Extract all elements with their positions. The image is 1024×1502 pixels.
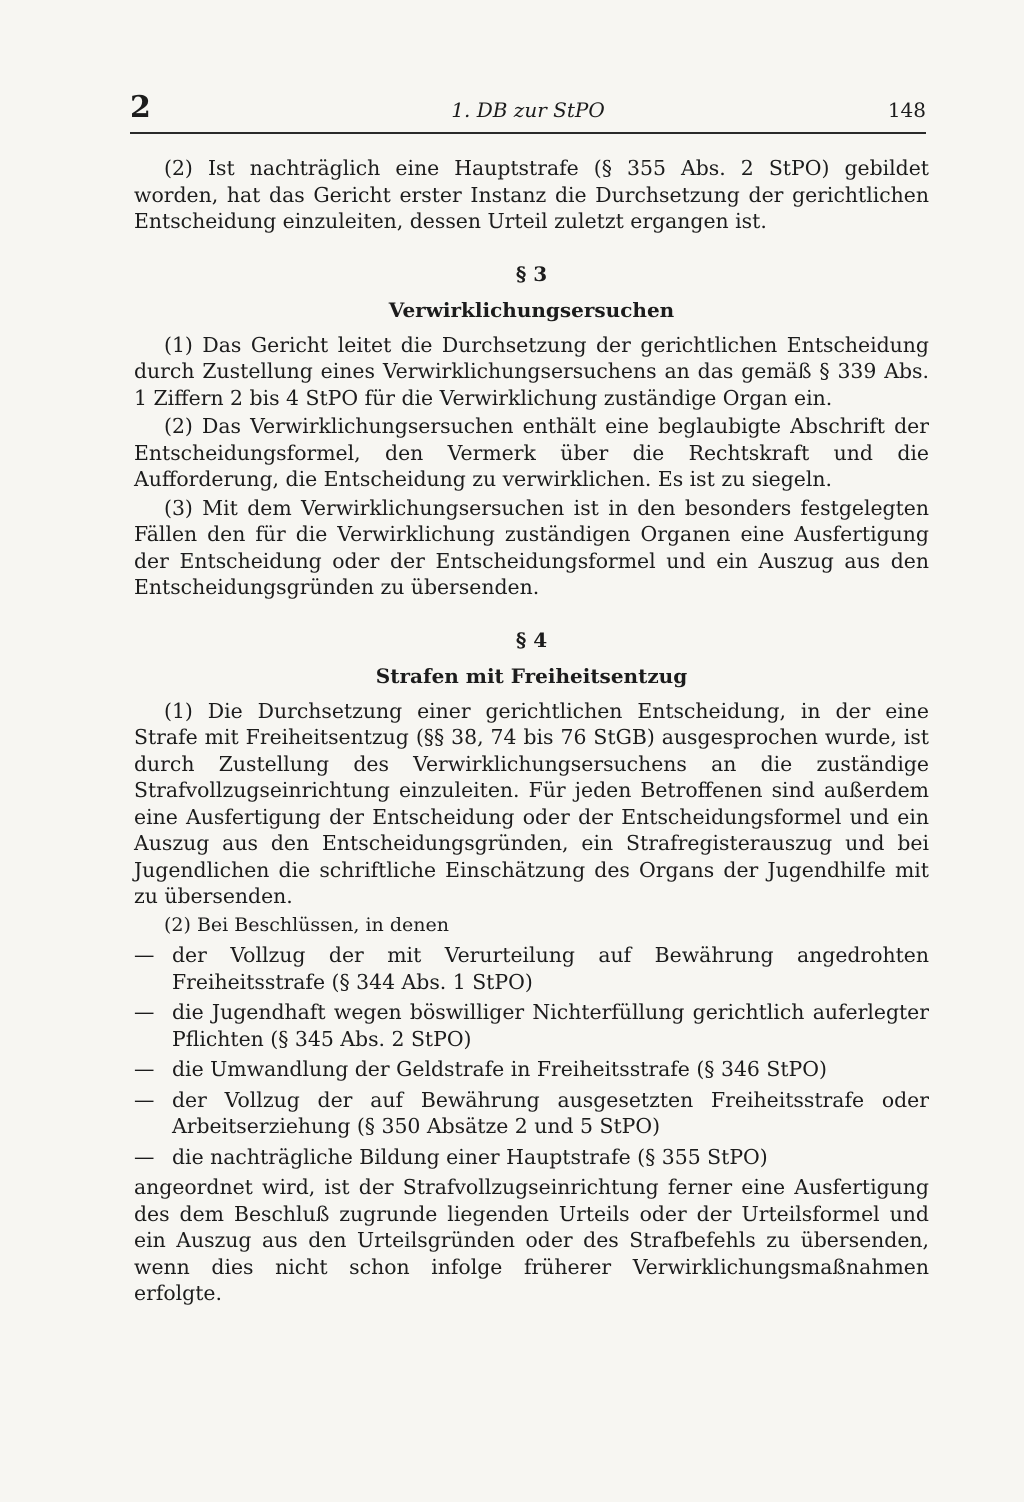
list-item bbox=[134, 999, 929, 1052]
section-4-paragraph-1: (1) Die Durchsetzung einer gerichtlichen Entscheidung, in der eine Strafe mit Freiheitsentzug (§§ 38, 74 bis 76 StGB) ausgesprochen wurde, ist durch Zustellung des Verwirklichungsersuchens an die zuständige Strafvollzugseinrichtung einzuleiten. Für jeden Betroffenen sind außerdem eine Ausfertigung der Entscheidung oder der Entscheidungsformel und ein Auszug aus den Entscheidungsgründen, ein Strafregisterauszug und bei Jugendlichen die schriftliche Einschätzung des Organs der Jugendhilfe mit zu übersenden. bbox=[134, 698, 929, 908]
dash-mark: — bbox=[134, 1087, 155, 1112]
section-3-heading: Verwirklichungsersuchen bbox=[388, 298, 675, 322]
page-body bbox=[134, 155, 929, 1307]
section-3-paragraph-2: (2) Das Verwirklichungsersuchen enthält eine beglaubigte Abschrift der Entscheidungsformel, den Vermerk über die Rechtskraft und die Aufforderung, die Entscheidung zu verwirklichen. Es ist zu siegeln. bbox=[134, 414, 929, 491]
section-3-paragraph-1: (1) Das Gericht leitet die Durchsetzung der gerichtlichen Entscheidung durch Zustellung eines Verwirklichungsersuchens an das gemäß § 339 Abs. 1 Ziffern 2 bis 4 StPO für die Verwirklichung zuständige Organ ein. bbox=[134, 332, 929, 410]
list-item-text: die Umwandlung der Geldstrafe in Freiheitsstrafe (§ 346 StPO) bbox=[172, 1057, 827, 1081]
section-4-heading: Strafen mit Freiheitsentzug bbox=[375, 664, 688, 688]
list-item-text: der Vollzug der auf Bewährung ausgesetzten Freiheitsstrafe oder Arbeitserziehung (§ 350 Absätze 2 und 5 StPO) bbox=[172, 1087, 929, 1138]
section-3-paragraph-3: (3) Mit dem Verwirklichungsersuchen ist in den besonders festgelegten Fällen den für die Verwirklichung zuständigen Organen eine Ausfertigung der Entscheidung oder der Entscheidungsformel und ein Auszug aus den Entscheidungsgründen zu übersenden. bbox=[134, 495, 929, 599]
section-4-number: § 4 bbox=[515, 627, 548, 652]
running-title: 1. DB zur StPO bbox=[451, 98, 605, 122]
dash-mark: — bbox=[134, 1000, 155, 1024]
list-item-text: die nachträgliche Bildung einer Hauptstrafe (§ 355 StPO) bbox=[172, 1144, 768, 1169]
dash-mark: — bbox=[134, 943, 155, 967]
list-item bbox=[134, 1144, 929, 1171]
list-item bbox=[134, 1056, 929, 1083]
paragraph-2-3: (2) Ist nachträglich eine Hauptstrafe (§ 355 Abs. 2 StPO) gebildet worden, hat das Gericht erster Instanz die Durchsetzung der gerichtlichen Entscheidung einzuleiten, dessen Urteil zuletzt ergangen ist. bbox=[134, 156, 929, 233]
dash-mark: — bbox=[134, 1144, 155, 1169]
chapter-number: 2 bbox=[130, 90, 151, 125]
section-3-number: § 3 bbox=[515, 261, 548, 286]
list-item bbox=[134, 1087, 929, 1140]
dash-mark: — bbox=[134, 1057, 155, 1081]
section-4-paragraph-2-end: angeordnet wird, ist der Strafvollzugseinrichtung ferner eine Ausfertigung des dem Beschluß zugrunde liegenden Urteils oder der Urteilsformel und ein Auszug aus den Urteilsgründen oder des Strafbefehls zu übersenden, wenn dies nicht schon infolge früherer Verwirklichungsmaßnahmen erfolgte. bbox=[134, 1175, 929, 1305]
section-4-paragraph-2-intro: (2) Bei Beschlüssen, in denen bbox=[164, 913, 449, 936]
dash-list bbox=[134, 942, 929, 1170]
page-header bbox=[130, 92, 926, 134]
list-item-text: der Vollzug der mit Verurteilung auf Bewährung angedrohten Freiheitsstrafe (§ 344 Abs. 1 StPO) bbox=[172, 943, 929, 994]
list-item bbox=[134, 942, 929, 995]
page-number: 148 bbox=[887, 98, 926, 122]
list-item-text: die Jugendhaft wegen böswilliger Nichterfüllung gerichtlich auferlegter Pflichten (§ 345 Abs. 2 StPO) bbox=[172, 1000, 929, 1051]
